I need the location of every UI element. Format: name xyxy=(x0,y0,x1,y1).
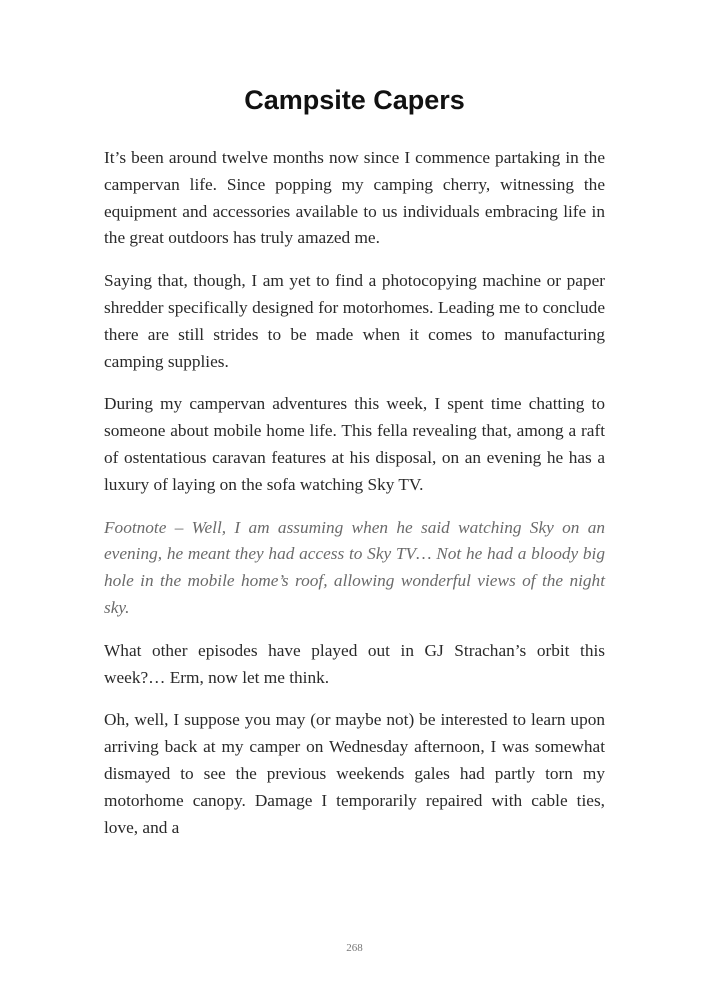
paragraph: During my campervan adventures this week, I spent time chatting to someone about mobile home life. This fella revealing that, among a raft of ostentatious caravan features at his disposal, on an evening he has a luxury of laying on the sofa watching Sky TV. xyxy=(104,394,605,494)
paragraph: Saying that, though, I am yet to find a photocopying machine or paper shredder specifically designed for motorhomes. Leading me to conclude there are still strides to be made when it comes to manufacturing camping supplies. xyxy=(104,271,605,371)
paragraph: It’s been around twelve months now since I commence partaking in the campervan life. Since popping my camping cherry, witnessing the equipment and accessories available to us individuals embracing life in the great outdoors has truly amazed me. xyxy=(104,148,605,248)
paragraph: What other episodes have played out in GJ Strachan’s orbit this week?… Erm, now let me think. xyxy=(104,640,605,687)
chapter-title: Campsite Capers xyxy=(244,85,465,115)
body-text xyxy=(104,145,605,857)
footnote-paragraph: Footnote – Well, I am assuming when he said watching Sky on an evening, he meant they had access to Sky TV… Not he had a bloody big hole in the mobile home’s roof, allowing wonderful views of the night sky. xyxy=(104,517,605,617)
paragraph: Oh, well, I suppose you may (or maybe not) be interested to learn upon arriving back at my camper on Wednesday afternoon, I was somewhat dismayed to see the previous weekends gales had partly torn my motorhome canopy. Damage I temporarily repaired with cable ties, love, and a xyxy=(104,710,605,837)
page-number: 268 xyxy=(346,942,363,954)
